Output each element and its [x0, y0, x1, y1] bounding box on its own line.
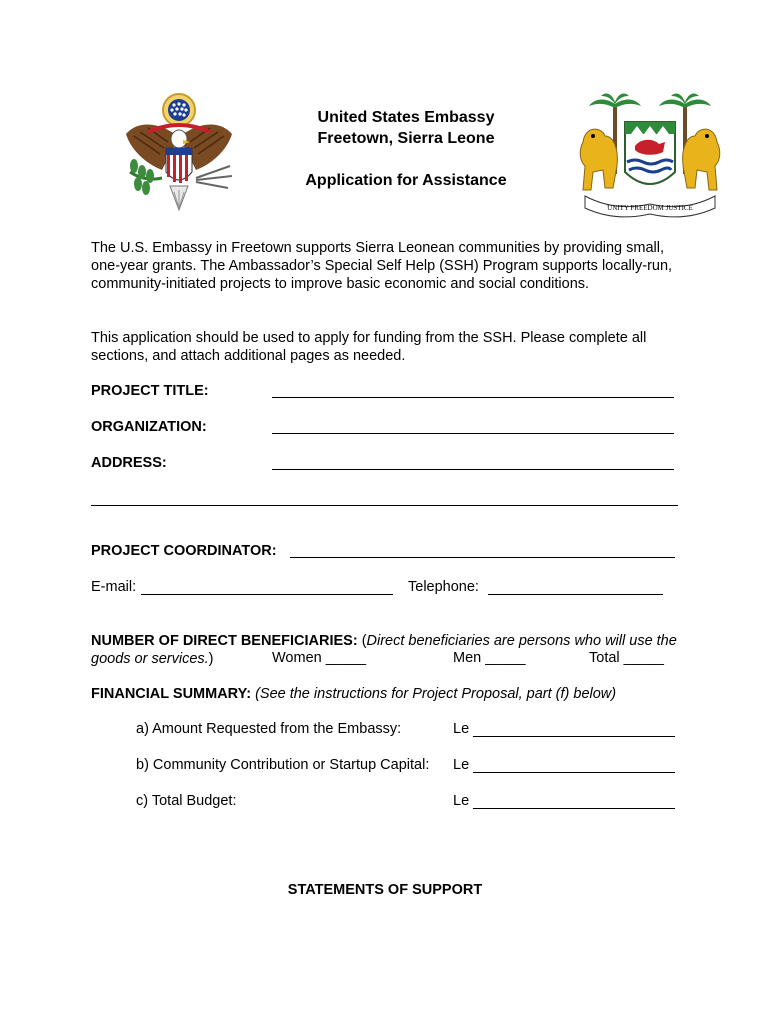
address-input-line-2[interactable] — [91, 505, 678, 506]
us-great-seal-emblem — [120, 92, 238, 220]
embassy-name: United States Embassy — [317, 109, 495, 126]
total-budget-input-line[interactable] — [473, 808, 675, 809]
beneficiaries-note-close: ) — [208, 651, 214, 667]
email-label: E-mail: — [91, 579, 137, 595]
total-budget-currency: Le — [453, 793, 470, 809]
financial-summary-heading — [91, 686, 616, 702]
telephone-input-line[interactable] — [488, 594, 663, 595]
financial-summary-label: FINANCIAL SUMMARY: — [91, 686, 252, 702]
project-coordinator-input-line[interactable] — [290, 557, 675, 558]
form-title: Application for Assistance — [305, 172, 507, 189]
organization-input-line[interactable] — [272, 433, 674, 434]
intro-paragraph-1: The U.S. Embassy in Freetown supports Sierra Leonean communities by providing small, one-year grants. The Ambassador’s Special Self Help (SSH) Program supports locally-run, community-initiated projects to improve basic economic and social conditions. — [91, 240, 673, 292]
women-count-field[interactable]: Women _____ — [272, 650, 367, 666]
embassy-location: Freetown, Sierra Leone — [317, 130, 495, 147]
beneficiaries-note-open: ( — [361, 633, 367, 649]
amount-requested-input-line[interactable] — [473, 736, 675, 737]
financial-summary-note: (See the instructions for Project Proposal, part (f) below) — [255, 686, 617, 702]
community-contribution-input-line[interactable] — [473, 772, 675, 773]
project-title-input-line[interactable] — [272, 397, 674, 398]
community-contribution-label: b) Community Contribution or Startup Capital: — [136, 757, 430, 773]
intro-paragraph-2: This application should be used to apply for funding from the SSH. Please complete all sections, and attach additional pages as needed. — [91, 330, 647, 364]
men-count-field[interactable]: Men _____ — [453, 650, 526, 666]
beneficiaries-note: Direct beneficiaries are persons who will use the goods or services. — [91, 633, 677, 667]
address-input-line[interactable] — [272, 469, 674, 470]
amount-requested-currency: Le — [453, 721, 470, 737]
total-budget-label: c) Total Budget: — [136, 793, 237, 809]
organization-label: ORGANIZATION: — [91, 419, 207, 435]
project-title-label: PROJECT TITLE: — [91, 383, 209, 399]
amount-requested-label: a) Amount Requested from the Embassy: — [136, 721, 402, 737]
project-coordinator-label: PROJECT COORDINATOR: — [91, 543, 277, 559]
coat-motto: UNITY FREEDOM JUSTICE — [607, 204, 693, 212]
statements-of-support-heading: STATEMENTS OF SUPPORT — [287, 882, 483, 898]
beneficiaries-label: NUMBER OF DIRECT BENEFICIARIES: — [91, 633, 358, 649]
telephone-label: Telephone: — [408, 579, 479, 595]
address-label: ADDRESS: — [91, 455, 167, 471]
sierra-leone-coat-of-arms — [575, 92, 725, 222]
total-count-field[interactable]: Total _____ — [589, 650, 664, 666]
community-contribution-currency: Le — [453, 757, 470, 773]
email-input-line[interactable] — [141, 594, 393, 595]
